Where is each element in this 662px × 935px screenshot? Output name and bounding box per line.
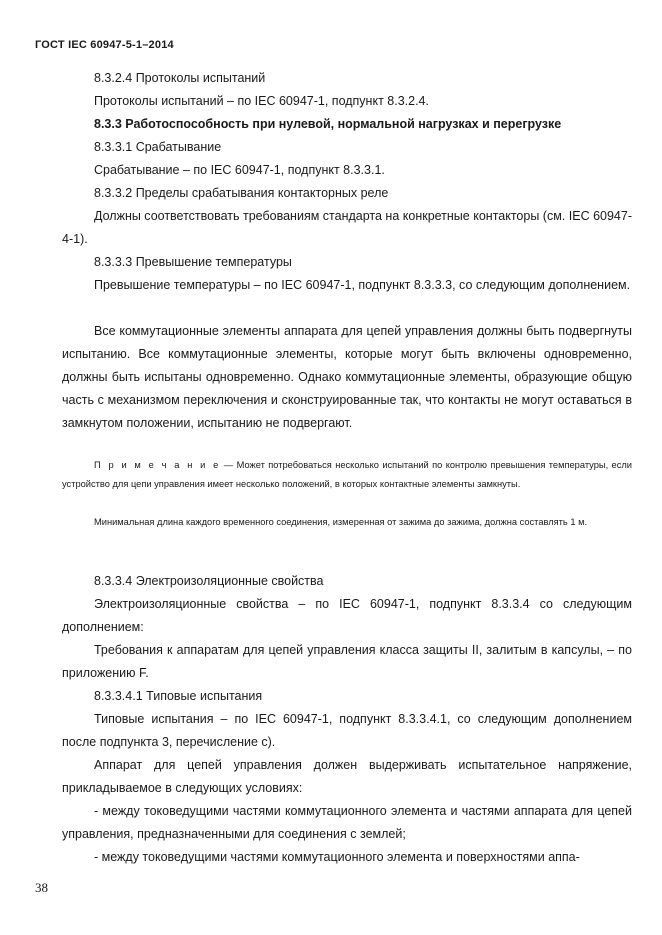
list-item: - между токоведущими частями коммутационного элемента и поверхностями аппа-	[94, 850, 580, 864]
note-text: — Может потребоваться несколько испытаний по контролю превышения температуры, если устройство для цепи управления имеет несколько положений, в которых контактные элементы замкнуты.	[62, 460, 632, 489]
paragraph: Электроизоляционные свойства – по IEC 60947-1, подпункт 8.3.3.4 со следующим дополнением:	[62, 597, 632, 634]
clause-8-3-3-heading: 8.3.3 Работоспособность при нулевой, нормальной нагрузках и перегрузке	[94, 117, 562, 131]
paragraph: Должны соответствовать требованиям стандарта на конкретные контакторы (см. IEC 60947-4-1).	[62, 209, 632, 246]
clause-8-3-3-4-1-heading: 8.3.3.4.1 Типовые испытания	[94, 689, 263, 703]
clause-8-3-3-2-heading: 8.3.3.2 Пределы срабатывания контакторных реле	[94, 186, 389, 200]
note-block	[62, 456, 632, 494]
paragraph: Протоколы испытаний – по IEC 60947-1, подпункт 8.3.2.4.	[94, 94, 429, 108]
paragraph: Требования к аппаратам для цепей управления класса защиты II, залитым в капсулы, – по приложению F.	[62, 643, 632, 680]
clause-8-3-3-4-heading: 8.3.3.4 Электроизоляционные свойства	[94, 574, 324, 588]
paragraph: Превышение температуры – по IEC 60947-1, подпункт 8.3.3.3, со следующим дополнением.	[94, 278, 631, 292]
note-label: П р и м е ч а н и е	[94, 460, 221, 470]
page-number: 38	[35, 880, 48, 895]
paragraph: Аппарат для цепей управления должен выдерживать испытательное напряжение, прикладываемое в следующих условиях:	[62, 758, 632, 795]
document-header: ГОСТ IEC 60947-5-1–2014	[35, 39, 174, 51]
list-item: - между токоведущими частями коммутационного элемента и частями аппарата для цепей управления, предназначенными для соединения с землей;	[62, 804, 632, 841]
paragraph: Все коммутационные элементы аппарата для цепей управления должны быть подвергнуты испытанию. Все коммутационные элементы, которые могут быть включены одновременно, должны быть испытаны одновременно. Однако коммутационные элементы, образующие общую часть с механизмом переключения и сконструированные так, что контакты не могут оставаться в замкнутом положении, испытанию не подвергают.	[62, 324, 632, 430]
note-text-2: Минимальная длина каждого временного соединения, измеренная от зажима до зажима, должна составлять 1 м.	[94, 517, 588, 527]
clause-8-3-3-1-heading: 8.3.3.1 Срабатывание	[94, 140, 222, 154]
clause-8-3-3-3-heading: 8.3.3.3 Превышение температуры	[94, 255, 292, 269]
paragraph: Типовые испытания – по IEC 60947-1, подпункт 8.3.3.4.1, со следующим дополнением после подпункта 3, перечисление с).	[62, 712, 632, 749]
paragraph: Срабатывание – по IEC 60947-1, подпункт 8.3.3.1.	[94, 163, 385, 177]
clause-8-3-2-4-heading: 8.3.2.4 Протоколы испытаний	[94, 71, 266, 85]
